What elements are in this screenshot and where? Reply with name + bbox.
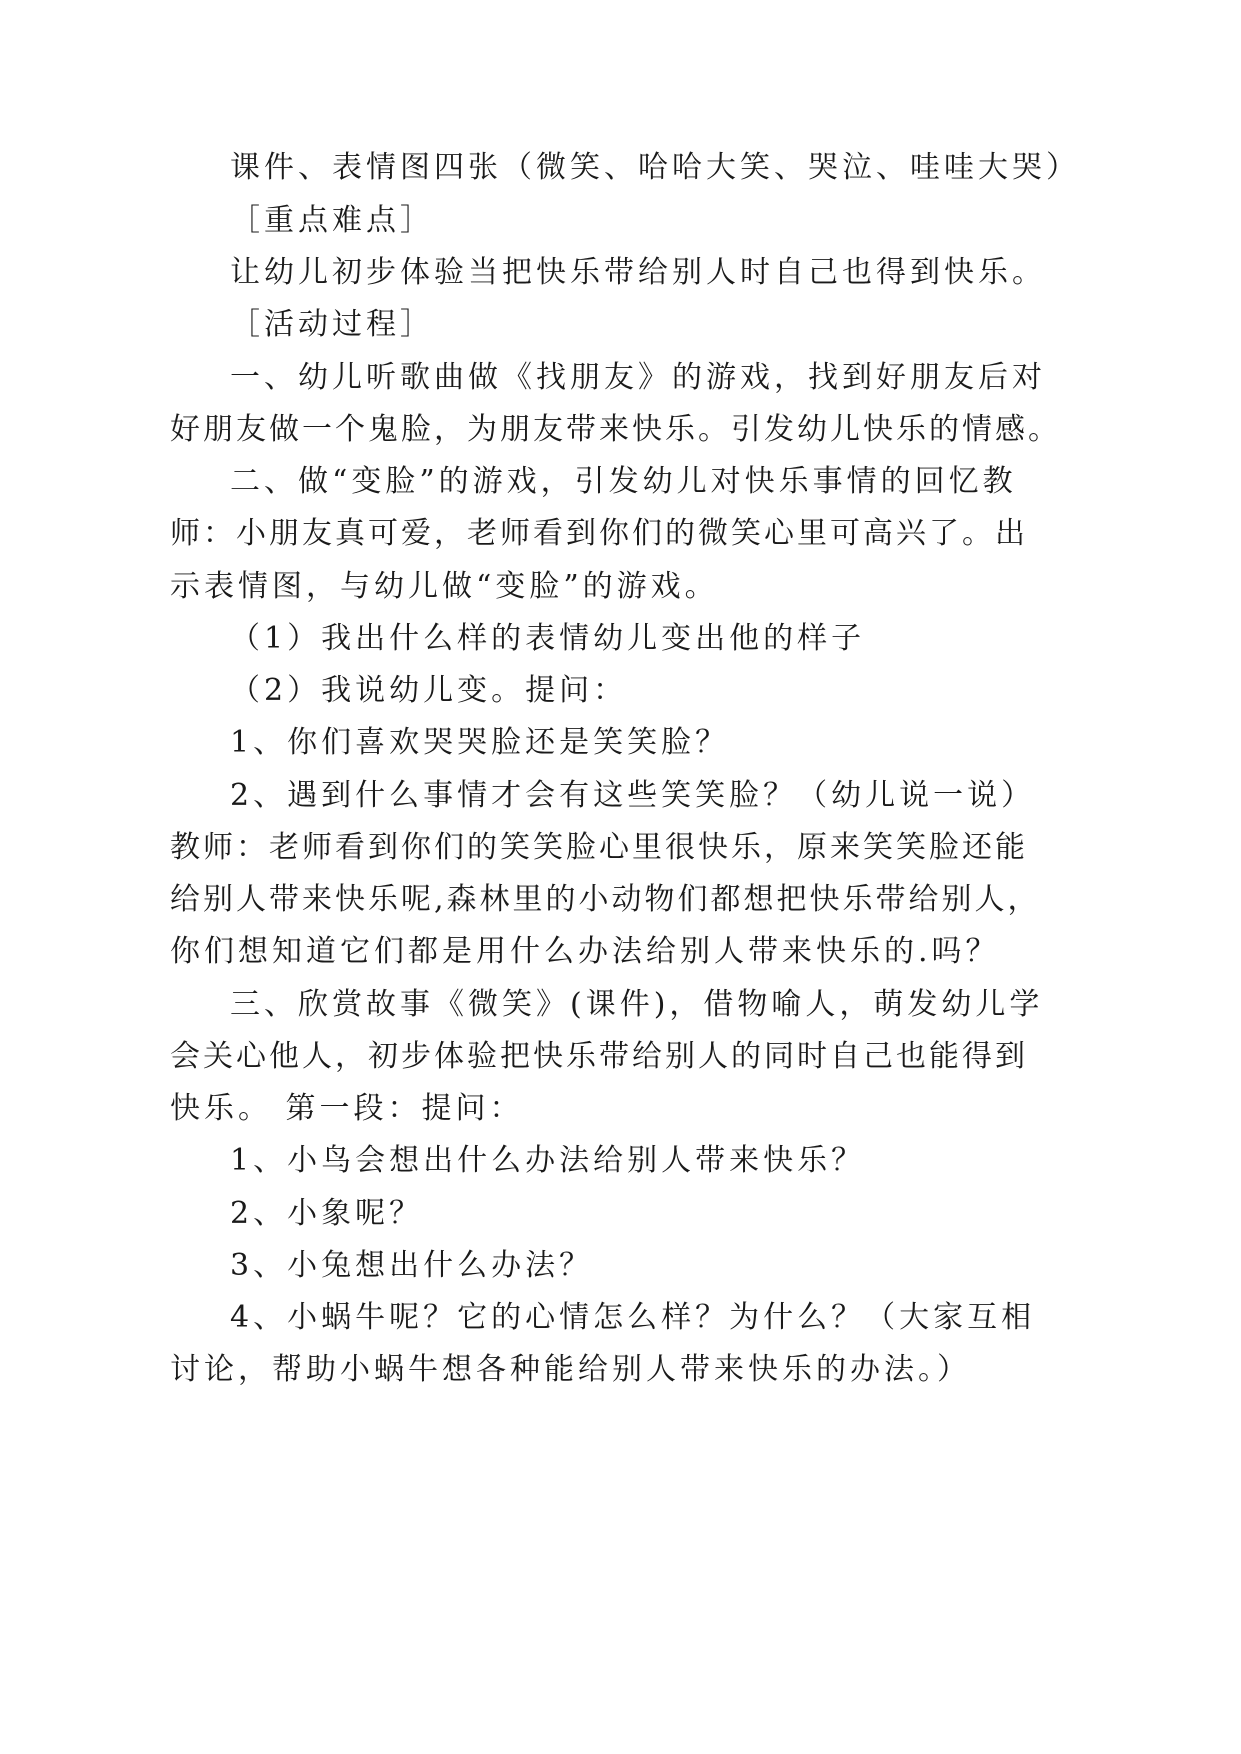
text-line: 1、你们喜欢哭哭脸还是笑笑脸？ — [230, 725, 730, 760]
text-line: 会关心他人，初步体验把快乐带给别人的同时自己也能得到 — [170, 1039, 1028, 1074]
text-line: 给别人带来快乐呢,森林里的小动物们都想把快乐带给别人， — [170, 882, 1041, 917]
text-line: 让幼儿初步体验当把快乐带给别人时自己也得到快乐。 — [230, 255, 1046, 290]
text-line: 快乐。 第一段：提问： — [170, 1091, 524, 1126]
text-line: 你们想知道它们都是用什么办法给别人带来快乐的.吗？ — [170, 934, 1000, 969]
text-line: （1）我出什么样的表情幼儿变出他的样子 — [230, 621, 866, 656]
text-line: 好朋友做一个鬼脸，为朋友带来快乐。引发幼儿快乐的情感。 — [170, 412, 1061, 447]
section-heading: ［重点难点］ — [230, 203, 434, 238]
text-line: （2）我说幼儿变。提问： — [230, 673, 628, 708]
text-line: 课件、表情图四张（微笑、哈哈大笑、哭泣、哇哇大哭） — [230, 150, 1080, 185]
text-line: 师：小朋友真可爱，老师看到你们的微笑心里可高兴了。出 — [170, 516, 1028, 551]
text-line: 示表情图，与幼儿做“变脸”的游戏。 — [170, 569, 719, 604]
text-line: 3、小兔想出什么办法？ — [230, 1248, 594, 1283]
text-line: 三、欣赏故事《微笑》(课件)，借物喻人，萌发幼儿学 — [230, 987, 1044, 1022]
text-line: 4、小蜗牛呢？它的心情怎么样？为什么？（大家互相 — [230, 1300, 1036, 1335]
section-heading: ［活动过程］ — [230, 307, 434, 342]
text-line: 二、做“变脸”的游戏，引发幼儿对快乐事情的回忆教 — [230, 464, 1017, 499]
text-line: 一、幼儿听歌曲做《找朋友》的游戏，找到好朋友后对 — [230, 360, 1046, 395]
text-line: 2、遇到什么事情才会有这些笑笑脸？（幼儿说一说） — [230, 778, 1036, 813]
text-line: 教师：老师看到你们的笑笑脸心里很快乐，原来笑笑脸还能 — [170, 830, 1028, 865]
text-line: 1、小鸟会想出什么办法给别人带来快乐？ — [230, 1143, 866, 1178]
text-line: 2、小象呢？ — [230, 1196, 424, 1231]
text-line: 讨论，帮助小蜗牛想各种能给别人带来快乐的办法。） — [170, 1352, 971, 1387]
